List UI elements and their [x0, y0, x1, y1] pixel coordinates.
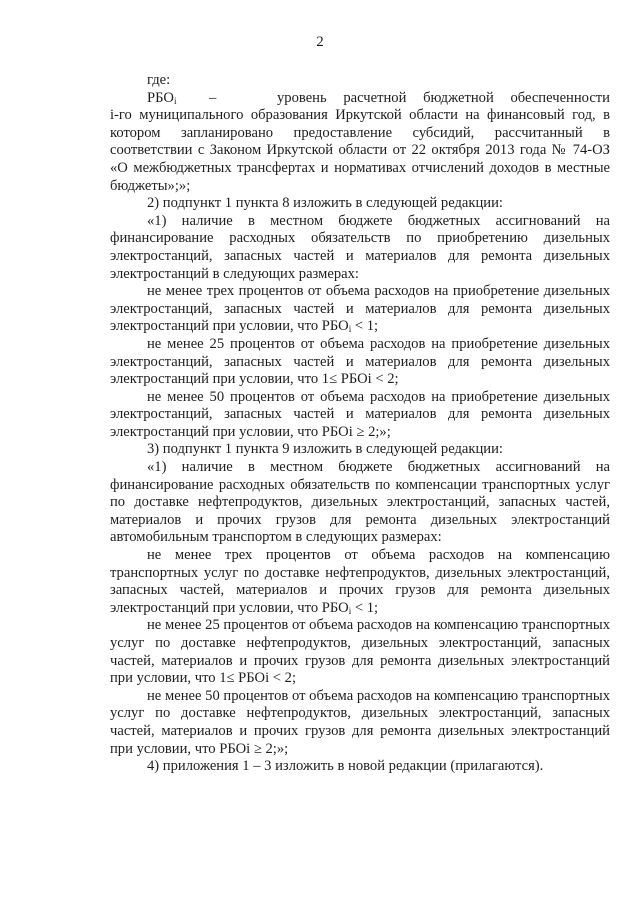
paragraph-quote-9: «1) наличие в местном бюджете бюджетных ассигнований на финансирование расходных обязательств по компенсации транспортных услуг по доставке нефтепродуктов, дизельных электростанций, запасных частей, материалов и прочих грузов для ремонта дизельных электростанций автомобильным транспортом в следующих размерах:: [110, 459, 610, 546]
paragraph-item-4: 4) приложения 1 – 3 изложить в новой редакции (прилагаются).: [147, 758, 544, 775]
paragraph-condition-3: не менее 50 процентов от объема расходов на приобретение дизельных электростанций, запасных частей и материалов для ремонта дизельных электростанций при условии, что РБОi ≥ 2;»;: [110, 388, 610, 440]
paragraph-compensation-3: не менее 50 процентов от объема расходов на компенсацию транспортных услуг по доставке нефтепродуктов, дизельных электростанций, запасных частей, материалов и прочих грузов для ремонта дизельных электростанций при условии, что РБОi ≥ 2;»;: [110, 687, 610, 757]
definition-term: $РБО_i$: [147, 89, 177, 106]
definition-first-line: уровень расчетной бюджетной обеспеченности: [277, 89, 610, 106]
paragraph-condition-1: не менее трех процентов от объема расходов на приобретение дизельных электростанций, запасных частей и материалов для ремонта дизельных электростанций при условии, что $РБО_i < 1$;: [110, 283, 610, 335]
paragraph-condition-2: не менее 25 процентов от объема расходов на приобретение дизельных электростанций, запасных частей и материалов для ремонта дизельных электростанций при условии, что 1≤ РБОi < 2;: [110, 335, 610, 388]
definition-lead: где:: [147, 72, 171, 88]
definition-continuation: i-го муниципального образования Иркутской области на финансовый год, в котором запланировано предоставление субсидий, рассчитанный в соответствии с Законом Иркутской области от 22 октября 2013 года № 74-ОЗ «О межбюджетных трансфертах и нормативах отчислений доходов в местные бюджеты»;»;: [110, 107, 610, 194]
definition-dash: –: [209, 89, 217, 106]
paragraph-quote-8: «1) наличие в местном бюджете бюджетных ассигнований на финансирование расходных обязательств по приобретению дизельных электростанций, запасных частей и материалов для ремонта дизельных электростанций в следующих размерах:: [110, 212, 610, 282]
document-body: [110, 72, 610, 776]
paragraph-compensation-1: не менее трех процентов от объема расходов на компенсацию транспортных услуг по доставке нефтепродуктов, дизельных электростанций, запасных частей, материалов и прочих грузов для ремонта дизельных электростанций при условии, что $РБО_i < 1$;: [110, 547, 610, 616]
page-number: 2: [316, 34, 324, 50]
definition-row: [110, 90, 610, 108]
paragraph-item-2: 2) подпункт 1 пункта 8 изложить в следующей редакции:: [147, 195, 503, 212]
paragraph-compensation-2: не менее 25 процентов от объема расходов на компенсацию транспортных услуг по доставке нефтепродуктов, дизельных электростанций, запасных частей, материалов и прочих грузов для ремонта дизельных электростанций при условии, что 1≤ РБОi < 2;: [110, 617, 610, 687]
paragraph-item-3: 3) подпункт 1 пункта 9 изложить в следующей редакции:: [147, 441, 503, 458]
